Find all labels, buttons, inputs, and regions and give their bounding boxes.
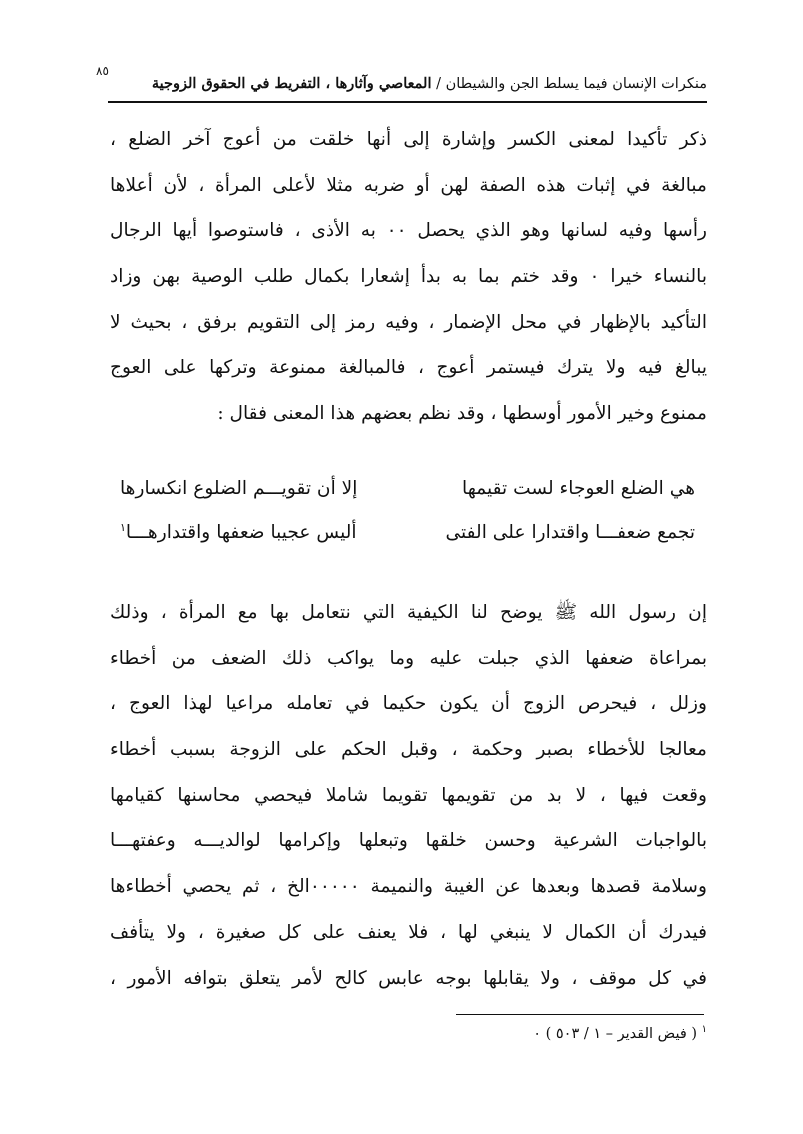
paragraph-1 [110,117,707,437]
paragraph-1-line: التأكيد بالإظهار في محل الإضمار ، وفيه رمز إلى التقويم برفق ، بحيث لا [110,311,707,333]
poem-verse-2-second-hemistich [120,511,357,555]
footnote-reference-marker: ١ [120,520,126,534]
paragraph-1-line: بالنساء خيرا ٠ وقد ختم بما به بدأ إشعارا بكمال طلب الوصية بهن وزاد [110,266,708,288]
paragraph-1-line: ممنوع وخير الأمور أوسطها ، وقد نظم بعضهم هذا المعنى فقال : [217,403,707,425]
paragraph-2-line: فيدرك أن الكمال لا ينبغي لها ، فلا يعنف على كل صغيرة ، ولا يتأفف [110,921,707,943]
poem-verse-2-first-hemistich: تجمع ضعفـــا واقتدارا على الفتى [445,522,695,543]
paragraph-2-line: معالجا للأخطاء بصبر وحكمة ، وقبل الحكم على الزوجة بسبب أخطاء [110,739,707,761]
footnote [533,1026,707,1042]
paragraph-1-line: رأسها وفيه لسانها وهو الذي يحصل ٠٠ به الأذى ، فاستوصوا أيها الرجال [110,220,707,242]
poem-verse-2-second-text: أليس عجيبا ضعفها واقتدارهـــا [125,522,357,543]
poem-verse-1 [120,467,695,511]
footnote-text: ( فيض القدير – ١ / ٥٠٣ ) ٠ [533,1026,698,1042]
running-header-chapter-title: المعاصي وآثارها ، التفريط في الحقوق الزوجية [151,75,432,92]
poem-verse-1-second-hemistich: إلا أن تقويـــم الضلوع انكسارها [120,478,358,499]
paragraph-2-line: وقعت فيها ، لا بد من تقويمها تقويما شاملا فيحصي محاسنها كقيامها [110,784,707,806]
header-rule [108,101,707,103]
running-header-text [152,75,707,92]
paragraph-2 [110,590,707,1001]
paragraph-1-line: ذكر تأكيدا لمعنى الكسر وإشارة إلى أنها خلقت من أعوج آخر الضلع ، [110,129,707,150]
paragraph-2-line: بمراعاة ضعفها الذي جبلت عليه وما يواكب ذلك الضعف من أخطاء [110,647,707,669]
running-header [92,58,707,92]
poem-verse-2 [120,511,695,555]
poem [120,467,695,555]
paragraph-2-line: في كل موقف ، ولا يقابلها بوجه عابس كالح لأمر يتعلق بتوافه الأمور ، [110,967,707,989]
footnote-marker: ١ [701,1024,707,1036]
paragraph-2-line: بالواجبات الشرعية وحسن خلقها وتبعلها وإكرامها لوالديـــه وعفتهـــا [110,830,707,852]
running-header-book-title: منكرات الإنسان فيما يسلط الجن والشيطان / [436,76,707,92]
paragraph-1-line: مبالغة في إثبات هذه الصفة لهن أو ضربه مثلا لأعلى المرأة ، لأن أعلاها [110,174,707,196]
paragraph-2-line: وزلل ، فيحرص الزوج أن يكون حكيما في تعامله مراعيا لهذا العوج ، [110,693,707,715]
footnote-rule [456,1014,704,1015]
paragraph-1-line: يبالغ فيه ولا يترك فيستمر أعوج ، فالمبالغة ممنوعة وتركها على العوج [110,357,707,379]
poem-verse-1-first-hemistich: هي الضلع العوجاء لست تقيمها [462,478,695,499]
paragraph-2-line: إن رسول الله ﷺ يوضح لنا الكيفية التي نتعامل بها مع المرأة ، وذلك [110,602,707,623]
page-number: ٨٥ [96,64,109,78]
paragraph-2-line: وسلامة قصدها وبعدها عن الغيبة والنميمة ٠٠٠٠٠الخ ، ثم يحصي أخطاءها [110,876,707,898]
